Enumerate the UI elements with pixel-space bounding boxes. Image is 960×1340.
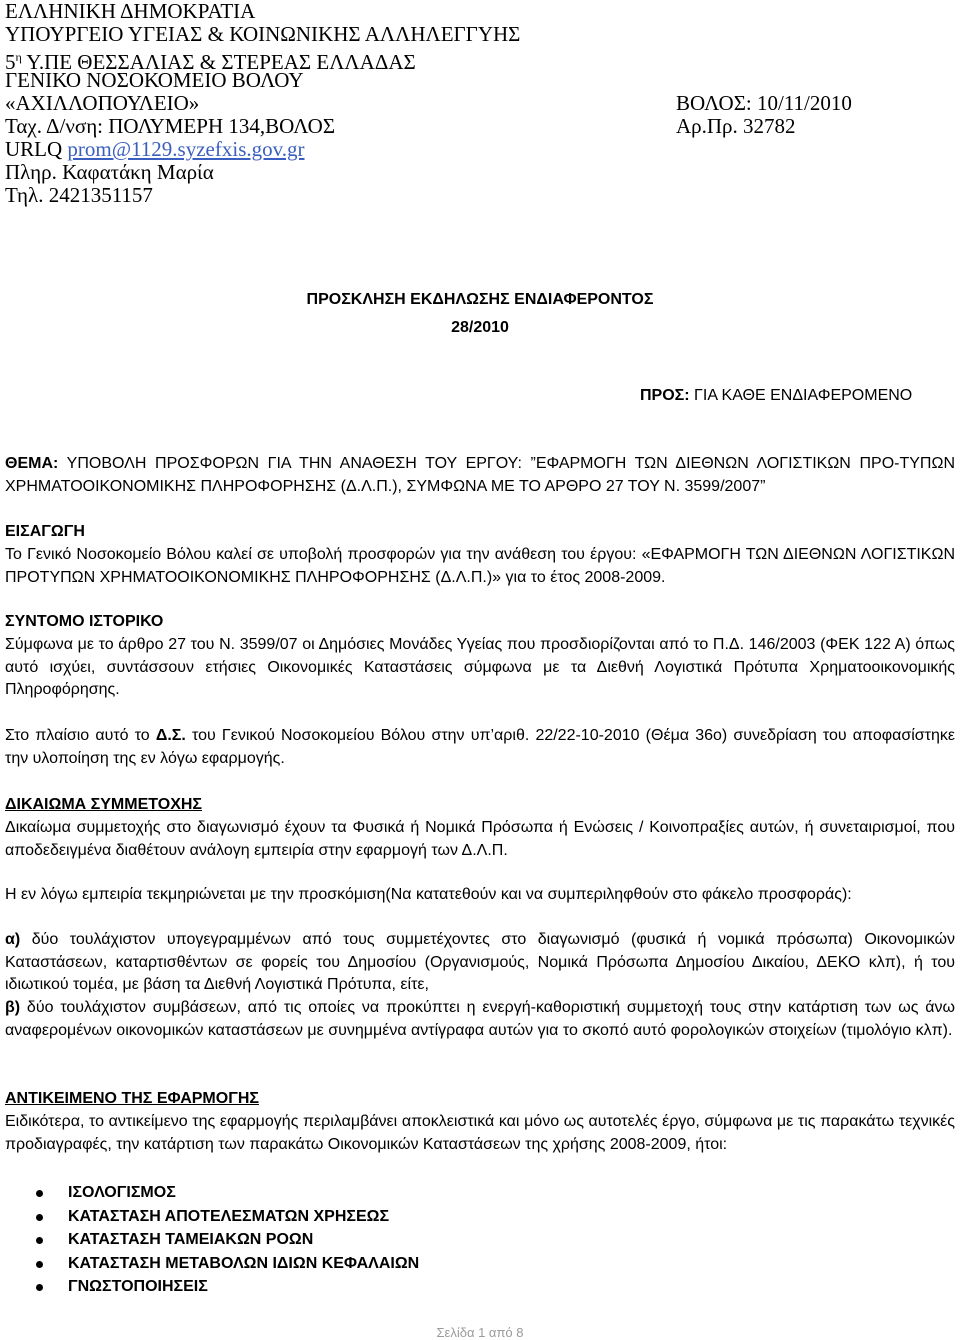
list-item: ΓΝΩΣΤΟΠΟΙΗΣΕΙΣ: [0, 1275, 419, 1299]
bullet-icon: [36, 1190, 43, 1197]
email-link[interactable]: prom@1129.syzefxis.gov.gr: [67, 137, 305, 161]
header-line-url: [5, 138, 305, 161]
bullet-icon: [36, 1214, 43, 1221]
decision-text-after: του Γενικού Νοσοκομείου Βόλου στην υπ’αριθ. 22/22-10-2010 (Θέμα 36ο) συνεδρίαση του αποφασίστηκε την υλοποίηση της εν λόγω εφαρμογής.: [5, 727, 955, 767]
bullet-icon: [36, 1284, 43, 1291]
list-item: ΚΑΤΑΣΤΑΣΗ ΜΕΤΑΒΟΛΩΝ ΙΔΙΩΝ ΚΕΦΑΛΑΙΩΝ: [0, 1252, 419, 1276]
list-item: ΚΑΤΑΣΤΑΣΗ ΑΠΟΤΕΛΕΣΜΑΤΩΝ ΧΡΗΣΕΩΣ: [0, 1205, 419, 1229]
participation-text: Δικαίωμα συμμετοχής στο διαγωνισμό έχουν τα Φυσικά ή Νομικά Πρόσωπα ή Ενώσεις / Κοινοπραξίες αυτών, ή συνεταιρισμοί, που αποδεδειγμένα διαθέτουν ανάλογη εμπειρία στην εφαρμογή των Δ.Λ.Π.: [5, 819, 955, 859]
page-number: Σελίδα 1 από 8: [436, 1325, 524, 1340]
bullet-icon: [36, 1261, 43, 1268]
header-line-address: Ταχ. Δ/νση: ΠΟΛΥΜΕΡΗ 134,ΒΟΛΟΣ: [5, 114, 336, 138]
history-decision-text: [5, 725, 955, 770]
recipient-value: ΓΙΑ ΚΑΘΕ ΕΝΔΙΑΦΕΡΟΜΕΝΟ: [689, 387, 913, 404]
bullet-icon: [36, 1237, 43, 1244]
history-heading: ΣΥΝΤΟΜΟ ΙΣΤΟΡΙΚΟ: [5, 613, 164, 630]
document-title: ΠΡΟΣΚΛΗΣΗ ΕΚΔΗΛΩΣΗΣ ΕΝΔΙΑΦΕΡΟΝΤΟΣ: [306, 291, 654, 308]
region-number: 5: [5, 50, 16, 74]
region-number-sup: η: [15, 50, 22, 64]
participation-heading: ΔΙΚΑΙΩΜΑ ΣΥΜΜΕΤΟΧΗΣ: [5, 796, 203, 813]
participation-item-b: [5, 997, 955, 1042]
intro-text: Το Γενικό Νοσοκομείο Βόλου καλεί σε υποβολή προσφορών για την ανάθεση του έργου: «ΕΦΑΡΜΟΓΗ ΤΩΝ ΔΙΕΘΝΩΝ ΛΟΓΙΣΤΙΚΩΝ ΠΡΟΤΥΠΩΝ ΧΡΗΜΑΤΟΟΙΚΟΝΟΜΙΚΗΣ ΠΛΗΡΟΦΟΡΗΣΗΣ (Δ.Λ.Π.)» για το έτος 2008-2009.: [5, 546, 955, 586]
item-b-label: β): [5, 999, 21, 1016]
header-line-republic: ΕΛΛΗΝΙΚΗ ΔΗΜΟΚΡΑΤΙΑ: [5, 0, 256, 23]
decision-text-before: Στο πλαίσιο αυτό το: [5, 727, 156, 744]
header-line-hospital-name: «ΑΧΙΛΛΟΠΟΥΛΕΙΟ»: [5, 91, 200, 115]
recipient-label: ΠΡΟΣ:: [640, 387, 690, 404]
recipient-line: [640, 387, 912, 405]
subject-label: ΘΕΜΑ:: [5, 455, 59, 472]
scope-text: Ειδικότερα, το αντικείμενο της εφαρμογής περιλαμβάνει αποκλειστικά και μόνο ως αυτοτελές έργο, σύμφωνα με τις παρακάτω τεχνικές προδιαγραφές, την κατάρτιση των παρακάτω Οικονομικών Καταστάσεων της χρήσης 2008-2009, ήτοι:: [5, 1113, 955, 1153]
list-item: ΚΑΤΑΣΤΑΣΗ ΤΑΜΕΙΑΚΩΝ ΡΟΩΝ: [0, 1228, 419, 1252]
header-line-ministry: ΥΠΟΥΡΓΕΙΟ ΥΓΕΙΑΣ & ΚΟΙΝΩΝΙΚΗΣ ΑΛΛΗΛΕΓΓΥΗΣ: [5, 22, 521, 46]
header-line-contact-person: Πληρ. Καφατάκη Μαρία: [5, 160, 214, 184]
statements-list: [0, 1181, 419, 1299]
participation-evidence-text: Η εν λόγω εμπειρία τεκμηριώνεται με την προσκόμιση(Να κατατεθούν και να συμπεριληφθούν στο φάκελο προσφοράς):: [5, 886, 852, 903]
participation-item-a: [5, 929, 955, 997]
subject-text: ΥΠΟΒΟΛΗ ΠΡΟΣΦΟΡΩΝ ΓΙΑ ΤΗΝ ΑΝΑΘΕΣΗ ΤΟΥ ΕΡΓΟΥ: ”ΕΦΑΡΜΟΓΗ ΤΩΝ ΔΙΕΘΝΩΝ ΛΟΓΙΣΤΙΚΩΝ ΠΡΟ-ΤΥΠΩΝ ΧΡΗΜΑΤΟΟΙΚΟΝΟΜΙΚΗΣ ΠΛΗΡΟΦΟΡΗΣΗΣ (Δ.Λ.Π.), ΣΥΜΦΩΝΑ ΜΕ ΤΟ ΑΡΘΡΟ 27 ΤΟΥ Ν. 3599/2007”: [5, 455, 955, 495]
item-a-label: α): [5, 931, 21, 948]
region-name: Υ.ΠΕ ΘΕΣΣΑΛΙΑΣ & ΣΤΕΡΕΑΣ ΕΛΛΑΔΑΣ: [21, 50, 416, 74]
document-number: 28/2010: [451, 319, 509, 336]
intro-heading: ΕΙΣΑΓΩΓΗ: [5, 523, 85, 540]
decision-board: Δ.Σ.: [155, 727, 186, 744]
header-line-hospital: ΓΕΝΙΚΟ ΝΟΣΟΚΟΜΕΙΟ ΒΟΛΟΥ: [5, 68, 304, 92]
scope-heading: ΑΝΤΙΚΕΙΜΕΝΟ ΤΗΣ ΕΦΑΡΜΟΓΗΣ: [5, 1090, 259, 1107]
subject-paragraph: [5, 453, 955, 498]
list-item: ΙΣΟΛΟΓΙΣΜΟΣ: [0, 1181, 419, 1205]
history-text: Σύμφωνα με το άρθρο 27 του Ν. 3599/07 οι Δημόσιες Μονάδες Υγείας που προσδιορίζονται από το Π.Δ. 146/2003 (ΦΕΚ 122 Α) όπως αυτό ισχύει, συντάσσουν ετήσιες Οικονομικές Καταστάσεις σύμφωνα με τα Διεθνή Λογιστικά Πρότυπα Χρηματοοικονομικής Πληροφόρησης.: [5, 636, 955, 698]
url-label: URLQ: [5, 137, 68, 161]
item-b-text: δύο τουλάχιστον συμβάσεων, από τις οποίες να προκύπτει η ενεργή-καθοριστική συμμετοχή τους στην κατάρτιση των ως άνω αναφερομένων οικονομικών καταστάσεων με συνημμένα αντίγραφα αυτών για το σκοπό αυτό φορολογικών στοιχείων (τιμολόγιο κλπ).: [5, 999, 955, 1039]
header-line-phone: Τηλ. 2421351157: [5, 183, 153, 207]
item-a-text: δύο τουλάχιστον υπογεγραμμένων από τους συμμετέχοντες στο διαγωνισμό (φυσικά ή νομικά πρόσωπα) Οικονομικών Καταστάσεων, καταρτισθέντων σε φορείς του Δημοσίου (Οργανισμούς, Νομικά Πρόσωπα Δημοσίου Δικαίου, ΔΕΚΟ κλπ), ή του ιδιωτικού τομέα, με βάση τα Διεθνή Λογιστικά Πρότυπα, είτε,: [5, 931, 955, 993]
header-date: ΒΟΛΟΣ: 10/11/2010: [676, 91, 852, 115]
header-protocol-number: Αρ.Πρ. 32782: [676, 114, 796, 138]
